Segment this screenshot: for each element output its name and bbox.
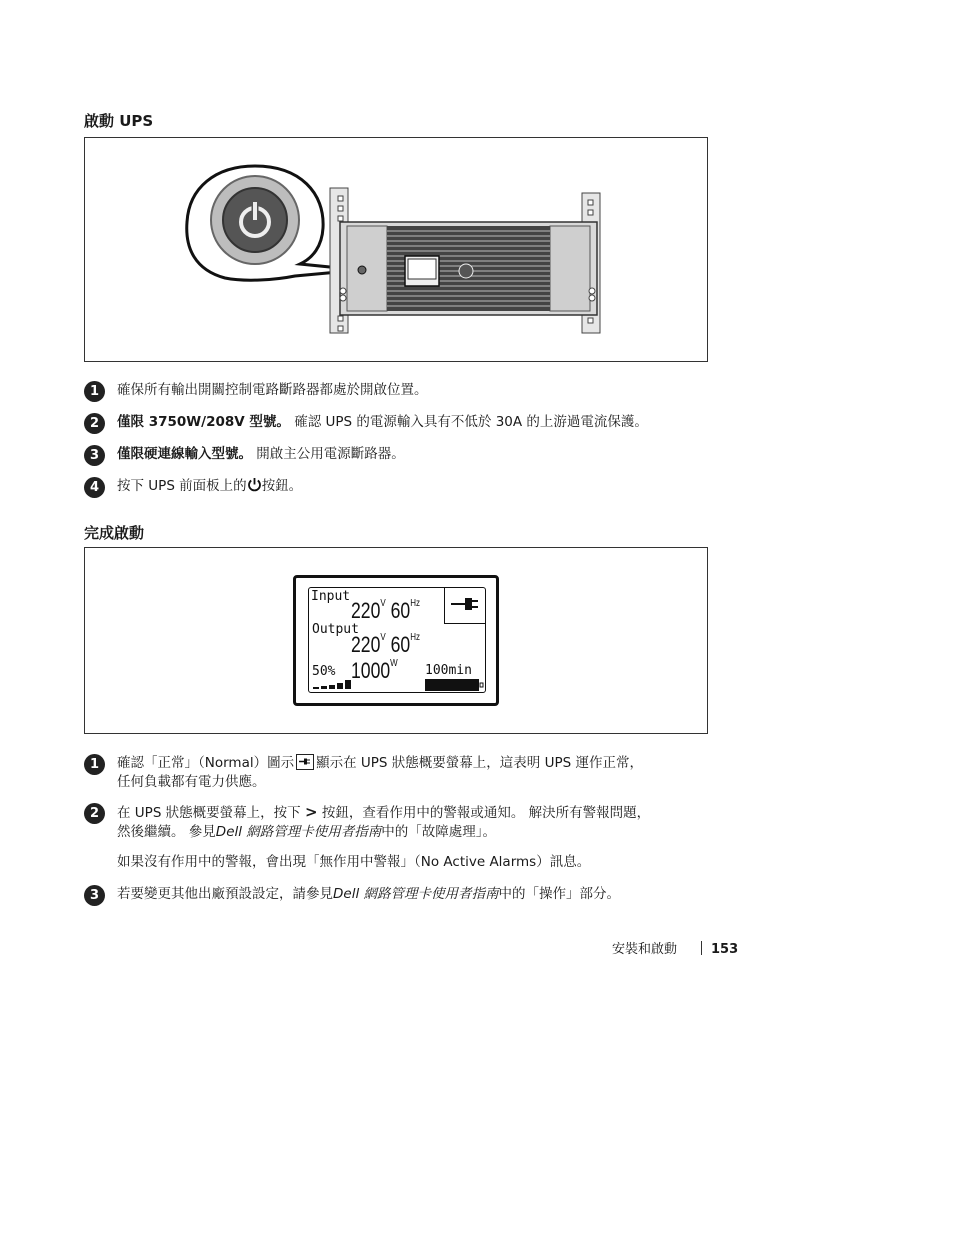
step-text bbox=[117, 477, 724, 496]
start-step-1 bbox=[84, 381, 724, 400]
plug-icon bbox=[445, 588, 483, 621]
step-bold-prefix: 僅限硬連線輸入型號。 bbox=[117, 446, 252, 462]
step-body: 確認「正常」（Normal）圖示 bbox=[117, 755, 295, 771]
normal-status-box bbox=[444, 588, 485, 624]
step-number-badge: 2 bbox=[84, 413, 105, 434]
lcd-load-percent: 50% bbox=[312, 664, 336, 679]
footer-section-name: 安裝和啟動 bbox=[612, 942, 678, 957]
normal-plug-icon bbox=[296, 754, 314, 770]
step-body: 開啟主公用電源斷路器。 bbox=[252, 446, 405, 462]
page-footer bbox=[612, 938, 738, 957]
lcd-panel bbox=[293, 575, 499, 706]
guide-title: Dell 網路管理卡使用者指南 bbox=[215, 824, 382, 840]
step-body-cont: 按鈕，查看作用中的警報或通知。 解決所有警報問題， bbox=[321, 805, 651, 821]
step-text bbox=[117, 445, 724, 464]
step-number-badge: 1 bbox=[84, 381, 105, 402]
lcd-runtime: 100min bbox=[425, 663, 472, 678]
ups-rack-illustration bbox=[85, 138, 709, 363]
guide-title: Dell 網路管理卡使用者指南 bbox=[333, 886, 499, 902]
step-body-end: 中的「故障處理」。 bbox=[381, 824, 497, 840]
page-number: 153 bbox=[711, 942, 739, 957]
load-bar-graph-icon bbox=[313, 679, 355, 689]
power-unit: W bbox=[390, 658, 398, 669]
step-body-line2: 然後繼續。 參見 bbox=[117, 824, 216, 840]
footer-divider bbox=[701, 941, 702, 955]
voltage-unit: V bbox=[380, 632, 386, 643]
voltage-unit: V bbox=[380, 598, 386, 609]
frequency-unit: Hz bbox=[410, 598, 420, 609]
step-text bbox=[117, 885, 724, 904]
section-title-start-ups: 啟動 UPS bbox=[84, 112, 154, 130]
start-step-2 bbox=[84, 413, 724, 432]
lcd-screen bbox=[308, 587, 486, 693]
complete-step-2 bbox=[84, 803, 724, 842]
step-number-badge: 3 bbox=[84, 885, 105, 906]
step-body: 按下 UPS 前面板上的 bbox=[117, 478, 247, 494]
step-body-line2: 任何負載都有電力供應。 bbox=[117, 774, 266, 790]
step-text bbox=[117, 413, 724, 432]
step-body-end: 按鈕。 bbox=[261, 478, 303, 494]
power-icon bbox=[247, 477, 262, 492]
step-number-badge: 1 bbox=[84, 754, 105, 775]
lcd-output-label: Output bbox=[312, 622, 359, 637]
start-step-3 bbox=[84, 445, 724, 464]
frequency-unit: Hz bbox=[410, 632, 420, 643]
complete-step-1 bbox=[84, 754, 724, 792]
lcd-input-label: Input bbox=[311, 589, 351, 604]
next-arrow-key-icon: > bbox=[304, 803, 318, 821]
step-number-badge: 2 bbox=[84, 803, 105, 824]
step-text: 確保所有輸出開關控制電路斷路器都處於開啟位置。 bbox=[117, 382, 428, 398]
lcd-input-reading bbox=[351, 598, 420, 624]
output-power: 1000 bbox=[351, 658, 391, 683]
step-body-end: 中的「操作」部分。 bbox=[498, 886, 620, 902]
step-body-cont: 顯示在 UPS 狀態概要螢幕上，這表明 UPS 運作正常， bbox=[316, 755, 643, 771]
lcd-status-figure bbox=[84, 547, 708, 734]
input-frequency: 60 bbox=[390, 598, 411, 623]
input-voltage: 220 bbox=[351, 598, 381, 623]
step-number-badge: 4 bbox=[84, 477, 105, 498]
start-step-4 bbox=[84, 477, 724, 496]
battery-bar-icon bbox=[425, 679, 485, 691]
section-title-complete-startup: 完成啟動 bbox=[84, 524, 145, 542]
complete-step-3 bbox=[84, 885, 724, 904]
output-voltage: 220 bbox=[351, 632, 381, 657]
step-bold-prefix: 僅限 3750W/208V 型號。 bbox=[117, 414, 290, 430]
step-body: 確認 UPS 的電源輸入具有不低於 30A 的上游過電流保護。 bbox=[289, 414, 648, 430]
step-text bbox=[117, 803, 724, 842]
ups-rack-figure bbox=[84, 137, 708, 362]
step-text bbox=[117, 754, 724, 792]
step-number-badge: 3 bbox=[84, 445, 105, 466]
step-body: 在 UPS 狀態概要螢幕上，按下 bbox=[117, 805, 301, 821]
no-alarms-note: 如果沒有作用中的警報，會出現「無作用中警報」（No Active Alarms）訊息。 bbox=[117, 854, 591, 870]
output-frequency: 60 bbox=[390, 632, 411, 657]
step-body: 若要變更其他出廠預設設定，請參見 bbox=[117, 886, 333, 902]
